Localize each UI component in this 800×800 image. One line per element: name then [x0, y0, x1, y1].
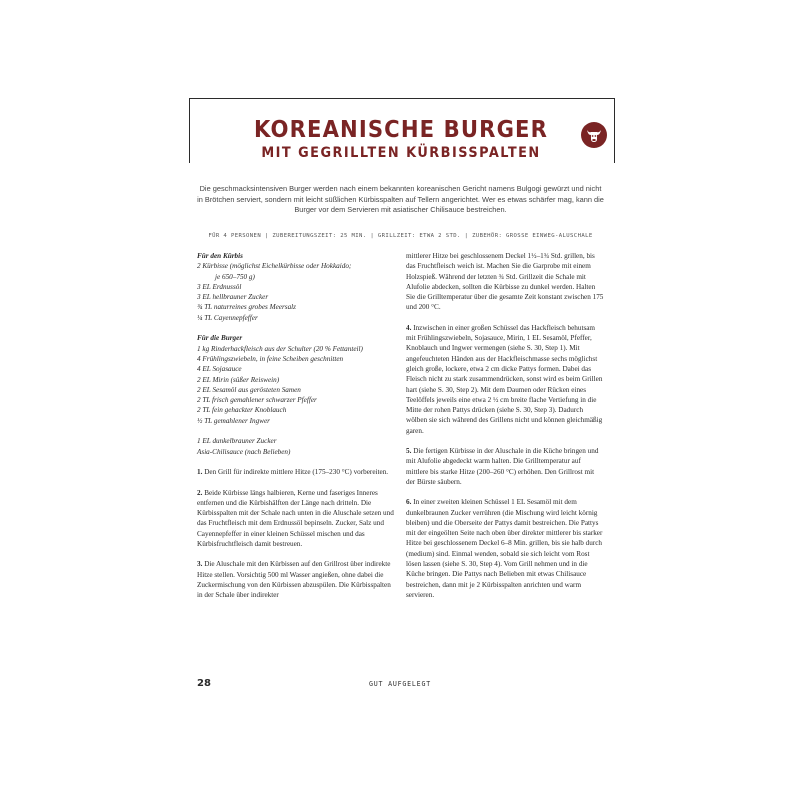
step-number: 2. [197, 488, 203, 497]
step-number: 6. [406, 498, 412, 507]
recipe-meta: FÜR 4 PERSONEN | ZUBEREITUNGSZEIT: 25 MIN. | GRILLZEIT: ETWA 2 STD. | ZUBEHÖR: GROSSE EINWEG-ALUSCHALE [208, 233, 593, 239]
step-text: Die fertigen Kürbisse in der Aluschale in die Küche bringen und mit Alufolie abgedeckt warm halten. Die Grilltemperatur auf mittlere bis starke Hitze (200–260 °C) erhöhen. Den Grillrost mit der Bürste säubern. [406, 447, 599, 486]
page-number: 28 [197, 678, 211, 689]
ingredients-heading-burger: Für die Burger [197, 334, 243, 343]
section-title: GUT AUFGELEGT [368, 680, 431, 688]
ingredient-item: 2 TL fein gehackter Knoblauch [197, 406, 287, 415]
step-3-continued [406, 251, 604, 313]
ingredient-item: 3 EL hellbrauner Zucker [197, 293, 269, 302]
step-number: 5. [406, 447, 412, 456]
step-number: 1. [197, 468, 203, 477]
step-text: Den Grill für indirekte mittlere Hitze (175–230 °C) vorbereiten. [204, 468, 389, 477]
right-column [406, 251, 604, 610]
step-1 [197, 467, 397, 477]
ingredient-item: 2 EL Mirin (süßer Reiswein) [197, 375, 280, 384]
step-4 [406, 323, 604, 436]
ingredient-item: ¼ TL Cayennepfeffer [197, 313, 258, 322]
ingredient-item: 2 TL frisch gemahlener schwarzer Pfeffer [197, 396, 317, 405]
step-3 [197, 559, 397, 600]
step-number: 3. [197, 560, 203, 569]
ingredient-item: 2 Kürbisse (möglichst Eichelkürbisse oder Hokkaido; [197, 262, 352, 271]
recipe-subtitle: MIT GEGRILLTEN KÜRBISSPALTEN [261, 145, 541, 161]
ingredient-item: 3 EL Erdnussöl [197, 282, 242, 291]
ingredient-item: Asia-Chilisauce (nach Belieben) [197, 447, 291, 456]
ingredient-item: 2 EL Sesamöl aus gerösteten Samen [197, 385, 301, 394]
step-text: Die Aluschale mit den Kürbissen auf den Grillrost über indirekte Hitze stellen. Vorsichtig 500 ml Wasser angießen, ohne dabei die Zuckermischung von den Kürbissen abzuspülen. Die Kürbisspalten in der Schale über indirekter [197, 560, 391, 600]
step-2 [197, 488, 397, 550]
ingredient-item: je 650–750 g) [215, 272, 255, 281]
ingredient-item: 1 EL dunkelbrauner Zucker [197, 437, 277, 446]
step-5 [406, 446, 604, 487]
step-text: Inzwischen in einer großen Schüssel das Hackfleisch behutsam mit Frühlingszwiebeln, Sojasauce, Mirin, 1 EL Sesamöl, Pfeffer, Knoblauch und Ingwer vermengen (siehe S. 30, Step 1). Mit angefeuchteten Händen aus der Hackfleischmasse sechs möglichst gleich große, lockere, etwa 2 cm dicke Pattys formen. Dabei das Fleisch nicht zu stark zusammendrücken, sonst wird es beim Grillen hart (siehe S. 30, Step 2). Mit dem Daumen oder Rücken eines Teelöffels jeweils eine etwa 2 ½ cm breite flache Vertiefung in die Mitte der rohen Pattys drücken (siehe S. 30, Step 3). Dadurch wölben sie sich während des Grillens nicht und können gleichmäßig garen. [406, 323, 603, 435]
ingredient-item: 1 kg Rinderhackfleisch aus der Schulter (20 % Fettanteil) [197, 344, 363, 353]
steer-head-icon [581, 122, 607, 148]
ingredient-item: 4 EL Sojasauce [197, 365, 242, 374]
step-number: 4. [406, 323, 412, 332]
step-text: In einer zweiten kleinen Schüssel 1 EL Sesamöl mit dem dunkelbraunen Zucker verrühren (die Mischung wird leicht körnig bleiben) und die Oberseite der Pattys damit bestreichen. Die Pattys mit der eingeölten Seite nach oben über direkter mittlerer bis starker Hitze bei geschlossenem Deckel 6–8 Min. grillen, bis sie halb durch (medium) sind. Einmal wenden, sobald sie sich leicht vom Rost lösen lassen (siehe S. 30, Step 4). Vom Grill nehmen und in die Küche bringen. Die Pattys nach Belieben mit etwas Chilisauce bestreichen, dann mit je 2 Kürbisspalten anrichten und warm servieren. [406, 498, 603, 599]
step-text: Beide Kürbisse längs halbieren, Kerne und faseriges Inneres entfernen und die Kürbishälften der Länge nach dritteln. Die Kürbisspalten mit der Schale nach unten in die Aluschale setzen und das Fruchtfleisch mit dem Erdnussöl bepinseln. Zucker, Salz und Cayennepfeffer in einer kleinen Schüssel mischen und das Kürbisfruchtfleisch damit bestreuen. [197, 488, 394, 549]
ingredients-heading-pumpkin: Für den Kürbis [197, 252, 243, 260]
intro-text: Die geschmacksintensiven Burger werden nach einem bekannten koreanischen Gericht namens Bulgogi gewürzt und nicht in Brötchen serviert, sondern mit leicht süßlichen Kürbisspalten auf Tellern angerichtet. Wer es etwas schärfer mag, kann die Burger vor dem Servieren mit asiatischer Chilisauce bestreichen. [197, 184, 604, 215]
recipe-title: KOREANISCHE BURGER [253, 117, 549, 143]
left-column [197, 251, 397, 611]
step-6 [406, 497, 604, 600]
ingredient-item: ¾ TL naturreines grobes Meersalz [197, 303, 296, 312]
ingredient-item: ½ TL gemahlener Ingwer [197, 416, 270, 425]
step-text: mittlerer Hitze bei geschlossenem Deckel 1½–1¾ Std. grillen, bis das Fruchtfleisch weich ist. Machen Sie die Garprobe mit einem Holzspieß. Während der letzten ¾ Std. Grillzeit die Schale mit Alufolie abdecken, sollten die Kürbisse zu dunkel werden. Halten Sie die Grilltemperatur über die gesamte Zeit konstant zwischen 175 und 200 °C. [406, 252, 604, 312]
ingredient-item: 4 Frühlingszwiebeln, in feine Scheiben geschnitten [197, 354, 344, 363]
